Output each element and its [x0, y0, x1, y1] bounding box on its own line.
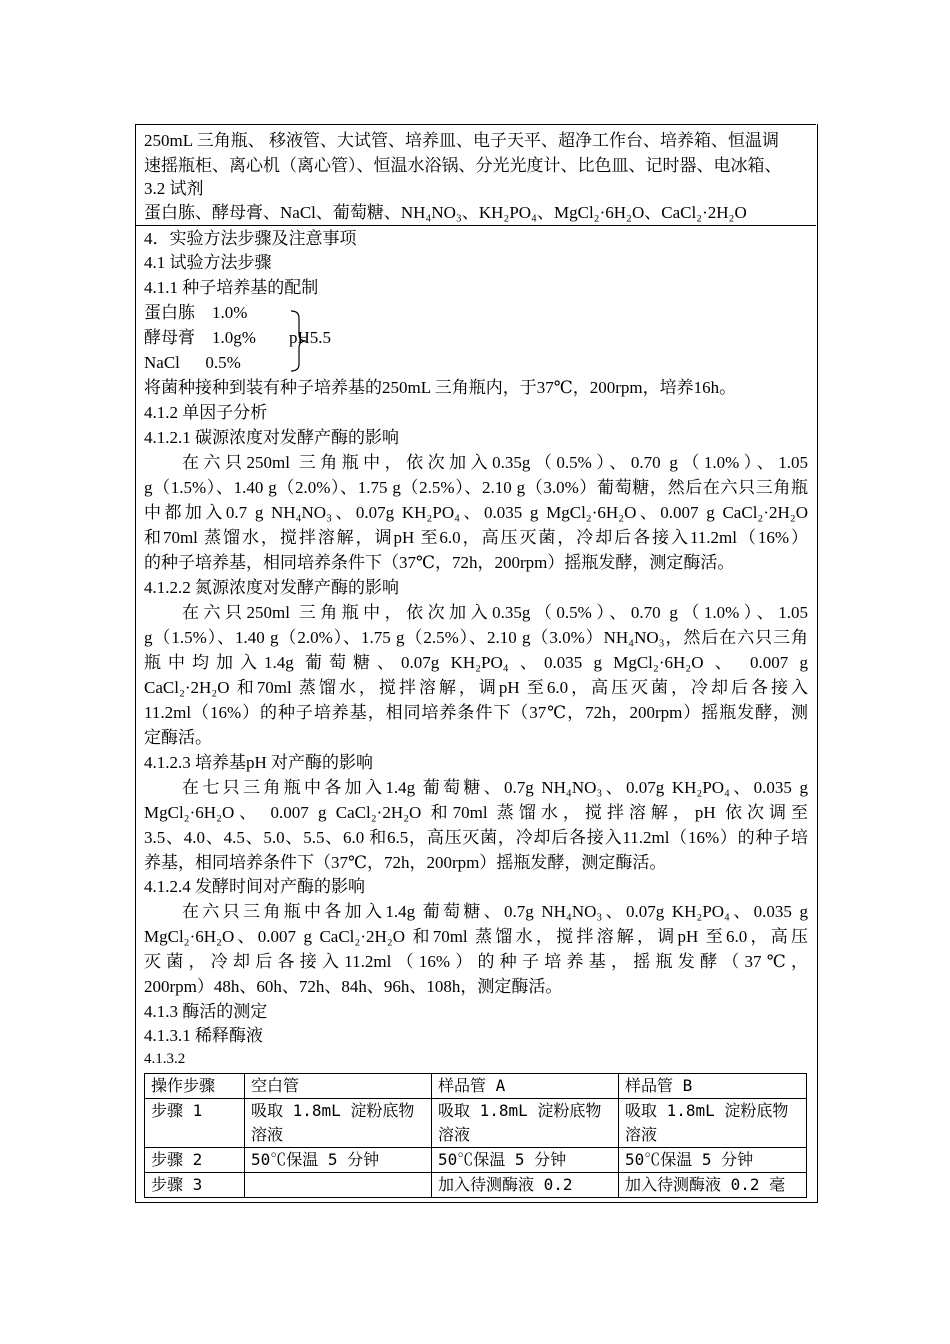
paragraph-line: 定酶活。 [144, 728, 212, 747]
table-cell: 步骤 1 [145, 1099, 245, 1148]
table-header: 样品管 A [432, 1074, 619, 1099]
equipment-line-1: 250mL 三角瓶、 移液管、大试管、培养皿、电子天平、超净工作台、培养箱、恒温调 [144, 131, 779, 150]
paragraph-line: 在七只三角瓶中各加入1.4g 葡萄糖、0.7g NH₄NO₃、0.07g KH₂PO₄、0.035 g [182, 778, 808, 797]
medium-name: NaCl [144, 353, 180, 372]
heading-4-1-2-3: 4.1.2.3 培养基pH 对产酶的影响 [144, 753, 374, 772]
top-rule [135, 124, 816, 125]
medium-name: 酵母膏 [144, 328, 195, 347]
table-cell: 吸取 1.8mL 淀粉底物溶液 [245, 1099, 432, 1148]
table-cell: 步骤 3 [145, 1173, 245, 1198]
assay-steps-table [144, 1073, 807, 1198]
paragraph-line: 在六只250ml 三角瓶中，依次加入0.35g（0.5%）、0.70 g（1.0%）、1.05 [182, 453, 808, 472]
paragraph-line: g（1.5%）、1.40 g（2.0%）、1.75 g（2.5%）、2.10 g（3.0%）葡萄糖，然后在六只三角瓶 [144, 478, 808, 497]
medium-item-yeast [144, 325, 808, 350]
reagents-list: 蛋白胨、酵母膏、NaCl、葡萄糖、NH₄NO₃、KH₂PO₄、MgCl₂·6H₂O、CaCl₂·2H₂O [144, 203, 747, 222]
paragraph-line: 11.2ml（16%）的种子培养基，相同培养条件下（37℃，72h，200rpm）摇瓶发酵，测 [144, 703, 808, 722]
paragraph-line: 灭菌，冷却后各接入11.2ml（16%）的种子培养基，摇瓶发酵（37℃， [144, 952, 808, 971]
heading-4-1-2-2: 4.1.2.2 氮源浓度对发酵产酶的影响 [144, 578, 399, 597]
medium-item-peptone [144, 300, 808, 325]
table-cell: 加入待测酶液 0.2 [432, 1173, 619, 1198]
table-header-row [145, 1074, 807, 1099]
paragraph-line: 中都加入0.7 g NH₄NO₃、0.07g KH₂PO₄、0.035 g MgCl₂·6H₂O、0.007 g CaCl₂·2H₂O [144, 503, 808, 522]
heading-4-1-3-2: 4.1.3.2 [144, 1051, 186, 1067]
paragraph-line: 3.5、4.0、4.5、5.0、5.5、6.0 和6.5，高压灭菌，冷却后各接入11.2ml（16%）的种子培 [144, 828, 808, 847]
paragraph-line: CaCl₂·2H₂O 和70ml 蒸馏水，搅拌溶解，调pH 至6.0，高压灭菌，冷却后各接入 [144, 678, 808, 697]
paragraph-line: 在六只250ml 三角瓶中，依次加入0.35g（0.5%）、0.70 g（1.0%）、1.05 [182, 603, 808, 622]
paragraph-line: g（1.5%）、1.40 g（2.0%）、1.75 g（2.5%）、2.10 g（3.0%）NH₄NO₃，然后在六只三角 [144, 628, 808, 647]
table-cell: 加入待测酶液 0.2 毫 [619, 1173, 807, 1198]
seed-culture-note: 将菌种接种到装有种子培养基的250mL 三角瓶内，于37℃，200rpm，培养16h。 [144, 378, 737, 397]
table-row [145, 1099, 807, 1148]
paragraph-line: 在六只三角瓶中各加入1.4g 葡萄糖、0.7g NH₄NO₃、0.07g KH₂PO₄、0.035 g [182, 902, 808, 921]
reagents-heading: 3.2 试剂 [144, 179, 204, 198]
heading-4-1-2: 4.1.2 单因子分析 [144, 403, 268, 422]
paragraph-line: 200rpm）48h、60h、72h、84h、96h、108h，测定酶活。 [144, 977, 563, 996]
table-row [145, 1173, 807, 1198]
paragraph-line: 和70ml 蒸馏水，搅拌溶解，调pH 至6.0，高压灭菌，冷却后各接入11.2ml（16%） [144, 528, 808, 547]
table-header: 样品管 B [619, 1074, 807, 1099]
table-cell: 50℃保温 5 分钟 [245, 1148, 432, 1173]
paragraph-line: 瓶中均加入1.4g 葡萄糖、0.07g KH₂PO₄ 、0.035 g MgCl₂·6H₂O 、 0.007 g [144, 653, 808, 672]
heading-4-1-3-1: 4.1.3.1 稀释酶液 [144, 1026, 263, 1045]
table-header: 空白管 [245, 1074, 432, 1099]
table-cell: 吸取 1.8mL 淀粉底物溶液 [432, 1099, 619, 1148]
ph-label: pH5.5 [289, 328, 332, 347]
table-row [145, 1148, 807, 1173]
heading-4-1-1: 4.1.1 种子培养基的配制 [144, 278, 319, 297]
table-cell: 步骤 2 [145, 1148, 245, 1173]
table-cell: 吸取 1.8mL 淀粉底物溶液 [619, 1099, 807, 1148]
paragraph-line: MgCl₂·6H₂O、 0.007 g CaCl₂·2H₂O 和70ml 蒸馏水，搅拌溶解，pH 依次调至 [144, 803, 808, 822]
table-cell [245, 1173, 432, 1198]
medium-name: 蛋白胨 [144, 303, 195, 322]
paragraph-line: 养基，相同培养条件下（37℃，72h，200rpm）摇瓶发酵，测定酶活。 [144, 853, 667, 872]
heading-4-1-3: 4.1.3 酶活的测定 [144, 1002, 268, 1021]
medium-item-nacl [144, 350, 808, 375]
medium-amount: 1.0g% [212, 328, 256, 347]
heading-4-1-2-1: 4.1.2.1 碳源浓度对发酵产酶的影响 [144, 428, 399, 447]
paragraph-line: 的种子培养基，相同培养条件下（37℃，72h，200rpm）摇瓶发酵，测定酶活。 [144, 553, 735, 572]
medium-amount: 0.5% [205, 353, 241, 372]
medium-amount: 1.0% [212, 303, 248, 322]
heading-4-1: 4.1 试验方法步骤 [144, 253, 272, 272]
paragraph-line: MgCl₂·6H₂O、0.007 g CaCl₂·2H₂O 和70ml 蒸馏水，搅拌溶解，调pH 至6.0，高压 [144, 927, 808, 946]
table-cell: 50℃保温 5 分钟 [619, 1148, 807, 1173]
equipment-line-2: 速摇瓶柜、离心机（离心管）、恒温水浴锅、分光光度计、比色皿、记时器、电冰箱、 [144, 156, 782, 175]
section-4-title: 4．实验方法步骤及注意事项 [144, 229, 357, 248]
table-cell: 50℃保温 5 分钟 [432, 1148, 619, 1173]
heading-4-1-2-4: 4.1.2.4 发酵时间对产酶的影响 [144, 877, 365, 896]
table-header: 操作步骤 [145, 1074, 245, 1099]
